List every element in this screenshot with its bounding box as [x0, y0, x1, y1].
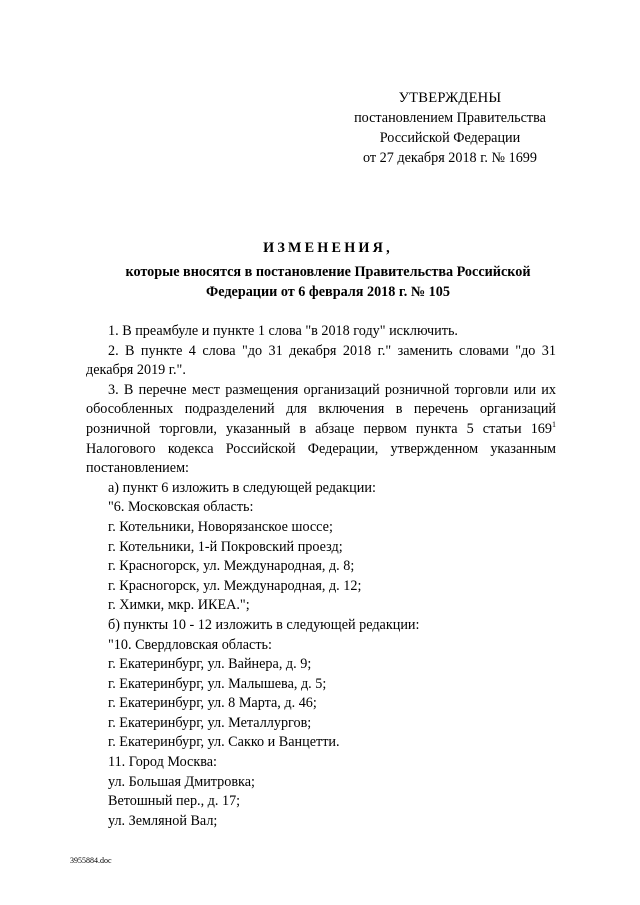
paragraph-3-tail: Налогового кодекса Российской Федерации, утвержденном указанным постановлением:	[86, 440, 556, 477]
paragraph-3	[86, 381, 556, 479]
paragraph-2: 2. В пункте 4 слова "до 31 декабря 2018 г." заменить словами "до 31 декабря 2019 г.".	[86, 342, 556, 379]
list-line: г. Екатеринбург, ул. Малышева, д. 5;	[108, 675, 327, 692]
list-line: г. Екатеринбург, ул. 8 Марта, д. 46;	[108, 695, 317, 712]
document-body	[86, 322, 556, 831]
list-line: 11. Город Москва:	[108, 754, 217, 771]
list-line: г. Котельники, 1-й Покровский проезд;	[108, 538, 343, 555]
paragraph-1: 1. В преамбуле и пункте 1 слова "в 2018 году" исключить.	[108, 323, 458, 339]
list-line: "10. Свердловская область:	[108, 636, 272, 653]
list-line: г. Химки, мкр. ИКЕА.";	[108, 597, 250, 614]
list-line: г. Красногорск, ул. Международная, д. 12;	[108, 577, 362, 594]
list-line: г. Екатеринбург, ул. Металлургов;	[108, 714, 312, 731]
list-line: а) пункт 6 изложить в следующей редакции:	[108, 479, 376, 496]
document-subtitle	[96, 262, 560, 302]
list-line: Ветошный пер., д. 17;	[108, 793, 241, 810]
list-line: г. Красногорск, ул. Международная, д. 8;	[108, 558, 355, 575]
paragraph-3-superscript: 1	[552, 419, 556, 429]
approval-block	[340, 88, 560, 168]
list-line: "6. Московская область:	[108, 499, 254, 516]
list-line: г. Екатеринбург, ул. Сакко и Ванцетти.	[108, 734, 340, 751]
footer-filename: 3955884.doc	[70, 856, 112, 865]
list-line: ул. Земляной Вал;	[108, 812, 218, 829]
list-line: ул. Большая Дмитровка;	[108, 773, 255, 790]
subtitle-line-1: которые вносятся в постановление Правительства Российской	[125, 264, 531, 280]
paragraph-3-main: 3. В перечне мест размещения организаций розничной торговли или их обособленных подразделений для включения в перечень организаций розничной торговли, указанный в абзаце первом пункта 5 статьи 169	[86, 381, 556, 437]
document-title: ИЗМЕНЕНИЯ,	[263, 240, 393, 256]
list-line: б) пункты 10 - 12 изложить в следующей редакции:	[108, 616, 420, 633]
approval-line-3: от 27 декабря 2018 г. № 1699	[363, 150, 537, 166]
list-line: г. Котельники, Новорязанское шоссе;	[108, 518, 333, 535]
subtitle-line-2: Федерации от 6 февраля 2018 г. № 105	[206, 284, 450, 300]
approval-heading: УТВЕРЖДЕНЫ	[398, 90, 502, 106]
list-line: г. Екатеринбург, ул. Вайнера, д. 9;	[108, 656, 312, 673]
approval-line-2: Российской Федерации	[379, 130, 521, 146]
approval-line-1: постановлением Правительства	[354, 110, 546, 126]
